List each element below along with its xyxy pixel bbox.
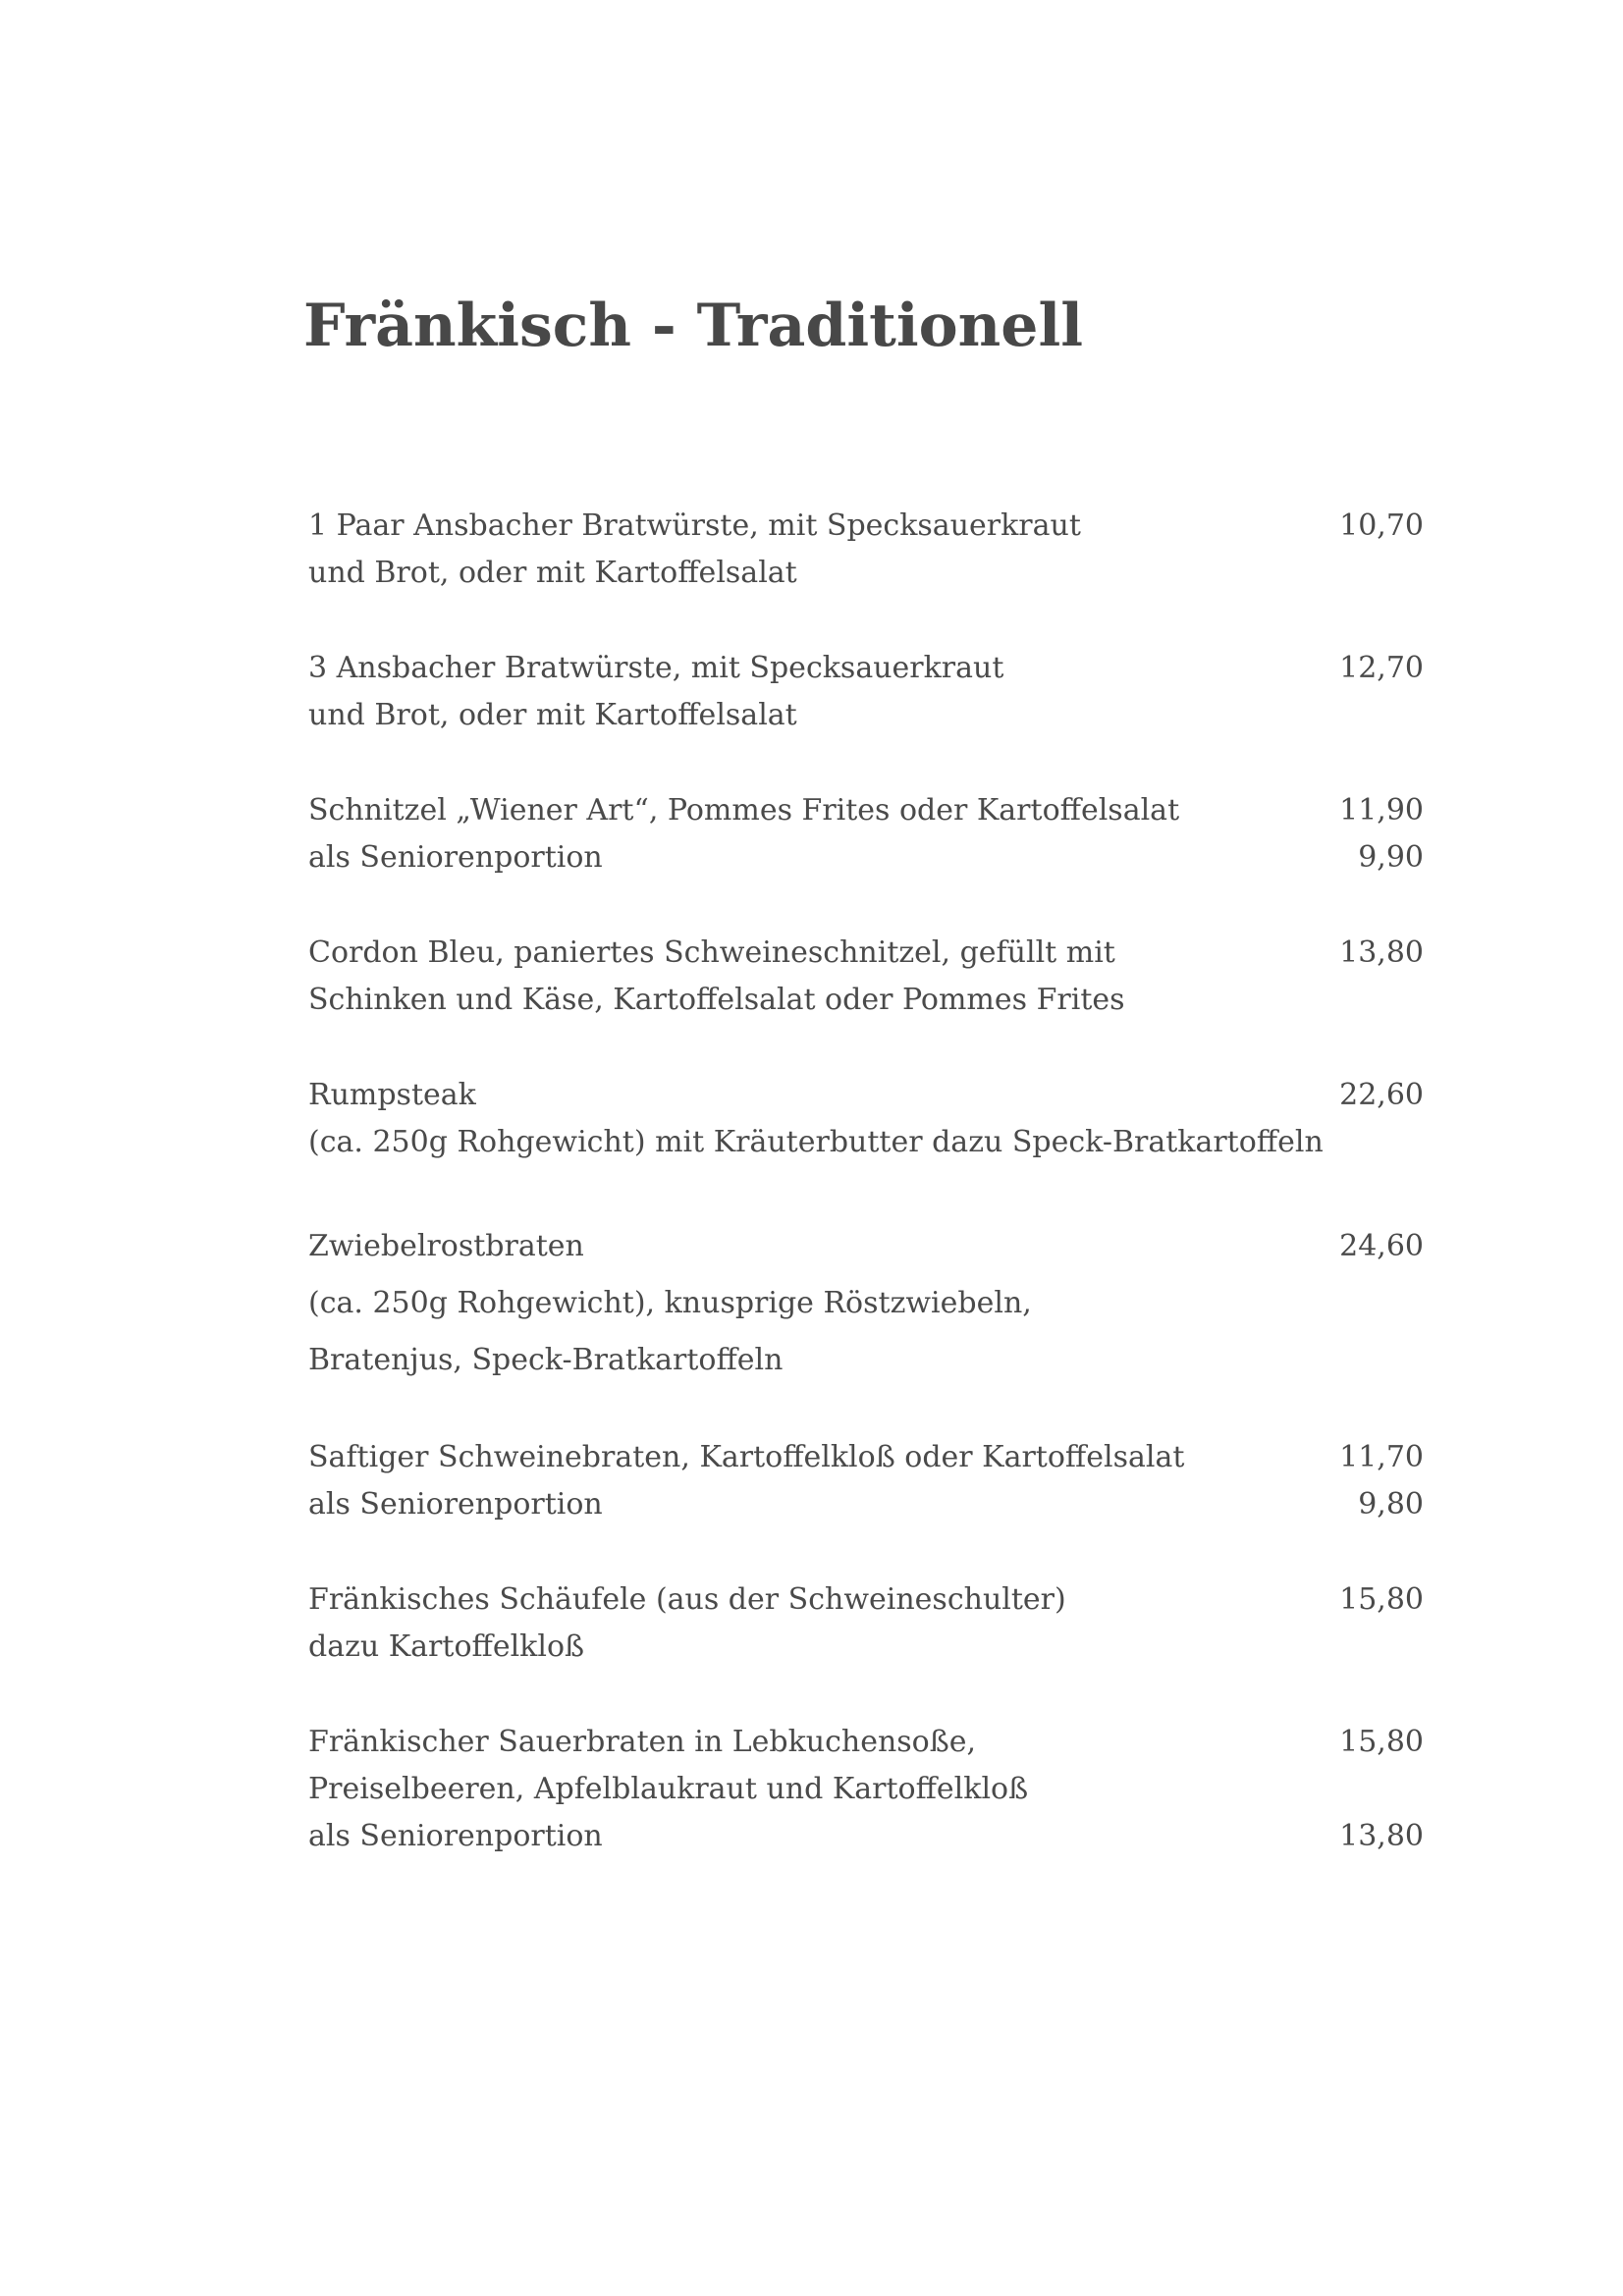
menu-item-line	[308, 787, 1424, 834]
dish-description: und Brot, oder mit Kartoffelsalat	[308, 698, 797, 732]
dish-price: 13,80	[1339, 1819, 1424, 1853]
dish-price: 13,80	[1339, 935, 1424, 970]
dish-description: als Seniorenportion	[308, 840, 603, 875]
dish-description: und Brot, oder mit Kartoffelsalat	[308, 556, 797, 590]
menu-item	[308, 503, 1424, 597]
dish-description: 3 Ansbacher Bratwürste, mit Specksauerkraut	[308, 651, 1004, 685]
menu-item	[308, 930, 1424, 1024]
menu-item	[308, 1072, 1424, 1166]
menu-item-line	[308, 692, 1424, 739]
menu-item-line	[308, 1624, 1424, 1671]
menu-item	[308, 645, 1424, 739]
menu-item-line	[308, 1119, 1424, 1166]
dish-description: als Seniorenportion	[308, 1487, 603, 1522]
dish-price: 15,80	[1339, 1582, 1424, 1617]
page-title: Fränkisch - Traditionell	[303, 292, 1084, 360]
dish-price: 9,90	[1358, 840, 1424, 875]
dish-description: Bratenjus, Speck-Bratkartoffeln	[308, 1343, 784, 1377]
dish-price: 11,90	[1339, 793, 1424, 828]
dish-description: Preiselbeeren, Apfelblaukraut und Kartoffelkloß	[308, 1772, 1029, 1806]
menu-item-line	[308, 1481, 1424, 1528]
dish-description: Fränkisches Schäufele (aus der Schweineschulter)	[308, 1582, 1066, 1617]
dish-price: 24,60	[1339, 1229, 1424, 1263]
dish-description: Zwiebelrostbraten	[308, 1229, 584, 1263]
menu-item-line	[308, 930, 1424, 977]
menu-item-line	[308, 1337, 1424, 1384]
dish-description: Rumpsteak	[308, 1078, 476, 1112]
dish-description: Fränkischer Sauerbraten in Lebkuchensoße,	[308, 1725, 977, 1759]
menu-item-line	[308, 1223, 1424, 1280]
menu-item-line	[308, 977, 1424, 1024]
menu-item-line	[308, 503, 1424, 550]
dish-description: (ca. 250g Rohgewicht), knusprige Röstzwiebeln,	[308, 1286, 1032, 1320]
dish-price: 9,80	[1358, 1487, 1424, 1522]
menu-item-line	[308, 834, 1424, 881]
menu-item-line	[308, 1434, 1424, 1481]
dish-description: (ca. 250g Rohgewicht) mit Kräuterbutter dazu Speck-Bratkartoffeln	[308, 1125, 1324, 1159]
menu-item	[308, 1576, 1424, 1671]
menu-item-line	[308, 1766, 1424, 1813]
dish-description: als Seniorenportion	[308, 1819, 603, 1853]
menu-item	[308, 1434, 1424, 1528]
menu-item-line	[308, 1719, 1424, 1766]
menu-item	[308, 787, 1424, 881]
menu-item-line	[308, 1813, 1424, 1860]
dish-description: Cordon Bleu, paniertes Schweineschnitzel, gefüllt mit	[308, 935, 1115, 970]
menu-item-line	[308, 1072, 1424, 1119]
menu-item-line	[308, 645, 1424, 692]
dish-description: Schnitzel „Wiener Art“, Pommes Frites oder Kartoffelsalat	[308, 793, 1180, 828]
dish-description: 1 Paar Ansbacher Bratwürste, mit Specksauerkraut	[308, 508, 1081, 543]
dish-price: 10,70	[1339, 508, 1424, 543]
dish-description: dazu Kartoffelkloß	[308, 1629, 585, 1664]
menu-item-line	[308, 1576, 1424, 1624]
dish-price: 15,80	[1339, 1725, 1424, 1759]
menu-item-line	[308, 550, 1424, 597]
dish-price: 12,70	[1339, 651, 1424, 685]
dish-price: 22,60	[1339, 1078, 1424, 1112]
menu-item	[308, 1223, 1424, 1384]
menu-item	[308, 1719, 1424, 1860]
dish-price: 11,70	[1339, 1440, 1424, 1474]
dish-description: Schinken und Käse, Kartoffelsalat oder Pommes Frites	[308, 983, 1125, 1017]
menu-item-line	[308, 1280, 1424, 1337]
dish-description: Saftiger Schweinebraten, Kartoffelkloß oder Kartoffelsalat	[308, 1440, 1185, 1474]
